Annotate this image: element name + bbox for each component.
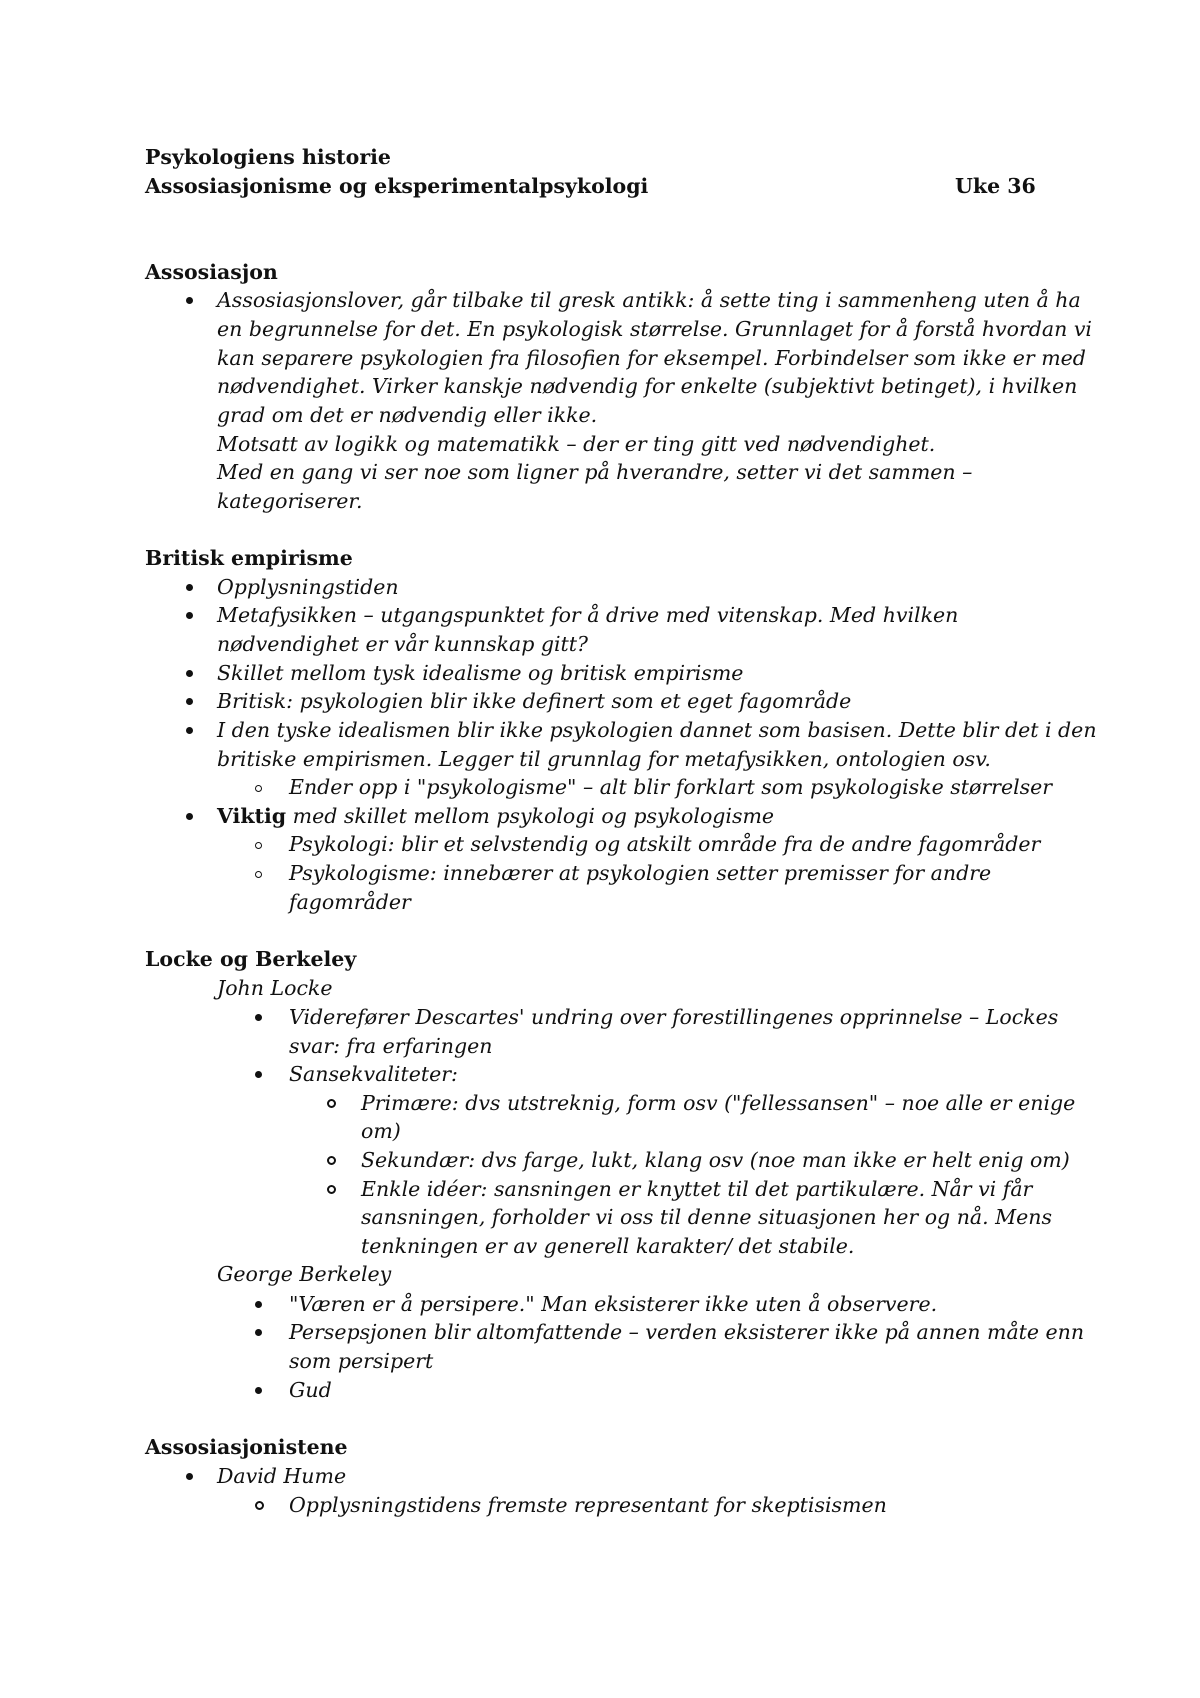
section-heading-assosiasjonistene: Assosiasjonistene bbox=[145, 1435, 348, 1459]
list-item: Ender opp i "psykologisme" – alt blir forklart som psykologiske størrelser bbox=[289, 775, 1053, 799]
assosiasjon-line: grad om det er nødvendig eller ikke. bbox=[217, 403, 598, 427]
bold-word: Viktig bbox=[217, 804, 287, 828]
circle-bullet-icon bbox=[255, 842, 262, 849]
list-item: Viderefører Descartes' undring over forestillingenes opprinnelse – Lockes bbox=[289, 1005, 1059, 1029]
bullet-icon bbox=[186, 727, 193, 734]
document-title: Psykologiens historie bbox=[145, 145, 391, 169]
assosiasjon-line: Motsatt av logikk og matematikk – der er ting gitt ved nødvendighet. bbox=[217, 432, 936, 456]
list-item: fagområder bbox=[289, 890, 411, 914]
bullet-icon bbox=[186, 584, 193, 591]
circle-bullet-icon bbox=[255, 1501, 264, 1510]
assosiasjon-line: en begrunnelse for det. En psykologisk størrelse. Grunnlaget for å forstå hvordan vi bbox=[217, 317, 1092, 341]
subheading-john-locke: John Locke bbox=[217, 976, 333, 1000]
list-item: Opplysningstiden bbox=[217, 575, 399, 599]
section-heading-britisk-empirisme: Britisk empirisme bbox=[145, 546, 353, 570]
list-item: Metafysikken – utgangspunktet for å drive med vitenskap. Med hvilken bbox=[217, 603, 959, 627]
list-item: Psykologi: blir et selvstendig og atskilt område fra de andre fagområder bbox=[289, 832, 1041, 856]
circle-bullet-icon bbox=[327, 1156, 336, 1165]
list-item: som persipert bbox=[289, 1349, 434, 1373]
section-heading-assosiasjon: Assosiasjon bbox=[145, 260, 278, 284]
list-item: britiske empirismen. Legger til grunnlag for metafysikken, ontologien osv. bbox=[217, 747, 991, 771]
list-item bbox=[217, 802, 774, 831]
bullet-icon bbox=[186, 612, 193, 619]
bullet-icon bbox=[255, 1387, 262, 1394]
bullet-icon bbox=[255, 1301, 262, 1308]
bullet-icon bbox=[186, 297, 193, 304]
bullet-icon bbox=[186, 1473, 193, 1480]
circle-bullet-icon bbox=[327, 1099, 336, 1108]
subheading-george-berkeley: George Berkeley bbox=[217, 1262, 392, 1286]
bullet-icon bbox=[186, 670, 193, 677]
list-item: Primære: dvs utstreknig, form osv ("fellessansen" – noe alle er enige bbox=[361, 1091, 1076, 1115]
bullet-icon bbox=[255, 1329, 262, 1336]
list-item: nødvendighet er vår kunnskap gitt? bbox=[217, 632, 589, 656]
list-item: Britisk: psykologien blir ikke definert som et eget fagområde bbox=[217, 689, 852, 713]
list-item: Persepsjonen blir altomfattende – verden eksisterer ikke på annen måte enn bbox=[289, 1320, 1085, 1344]
assosiasjon-line: Assosiasjonslover, går tilbake til gresk antikk: å sette ting i sammenheng uten å ha bbox=[217, 288, 1081, 312]
bullet-icon bbox=[255, 1014, 262, 1021]
list-item: Psykologisme: innebærer at psykologien setter premisser for andre bbox=[289, 861, 992, 885]
list-item: tenkningen er av generell karakter/ det stabile. bbox=[361, 1234, 855, 1258]
bullet-icon bbox=[186, 698, 193, 705]
list-item: I den tyske idealismen blir ikke psykologien dannet som basisen. Dette blir det i den bbox=[217, 718, 1097, 742]
bullet-icon bbox=[186, 813, 193, 820]
list-item: "Væren er å persipere." Man eksisterer ikke uten å observere. bbox=[289, 1292, 938, 1316]
circle-bullet-icon bbox=[327, 1185, 336, 1194]
circle-bullet-icon bbox=[255, 871, 262, 878]
list-item: svar: fra erfaringen bbox=[289, 1034, 493, 1058]
list-item: om) bbox=[361, 1119, 401, 1143]
list-item-text: med skillet mellom psykologi og psykologisme bbox=[286, 804, 775, 828]
list-item: Sansekvaliteter: bbox=[289, 1062, 458, 1086]
week-label: Uke 36 bbox=[955, 174, 1036, 198]
list-item: Gud bbox=[289, 1378, 332, 1402]
document-subtitle: Assosiasjonisme og eksperimentalpsykologi bbox=[145, 174, 649, 198]
assosiasjon-line: nødvendighet. Virker kanskje nødvendig for enkelte (subjektivt betinget), i hvilken bbox=[217, 374, 1078, 398]
list-item: Sekundær: dvs farge, lukt, klang osv (noe man ikke er helt enig om) bbox=[361, 1148, 1070, 1172]
assosiasjon-line: Med en gang vi ser noe som ligner på hverandre, setter vi det sammen – bbox=[217, 460, 973, 484]
list-item: Skillet mellom tysk idealisme og britisk empirisme bbox=[217, 661, 744, 685]
circle-bullet-icon bbox=[255, 785, 262, 792]
bullet-icon bbox=[255, 1071, 262, 1078]
list-item: David Hume bbox=[217, 1464, 347, 1488]
section-heading-locke-og-berkeley: Locke og Berkeley bbox=[145, 947, 357, 971]
list-item: Enkle idéer: sansningen er knyttet til det partikulære. Når vi får bbox=[361, 1177, 1033, 1201]
assosiasjon-line: kategoriserer. bbox=[217, 489, 363, 513]
list-item: sansningen, forholder vi oss til denne situasjonen her og nå. Mens bbox=[361, 1205, 1052, 1229]
list-item: Opplysningstidens fremste representant for skeptisismen bbox=[289, 1493, 887, 1517]
assosiasjon-line: kan separere psykologien fra filosofien for eksempel. Forbindelser som ikke er med bbox=[217, 346, 1086, 370]
